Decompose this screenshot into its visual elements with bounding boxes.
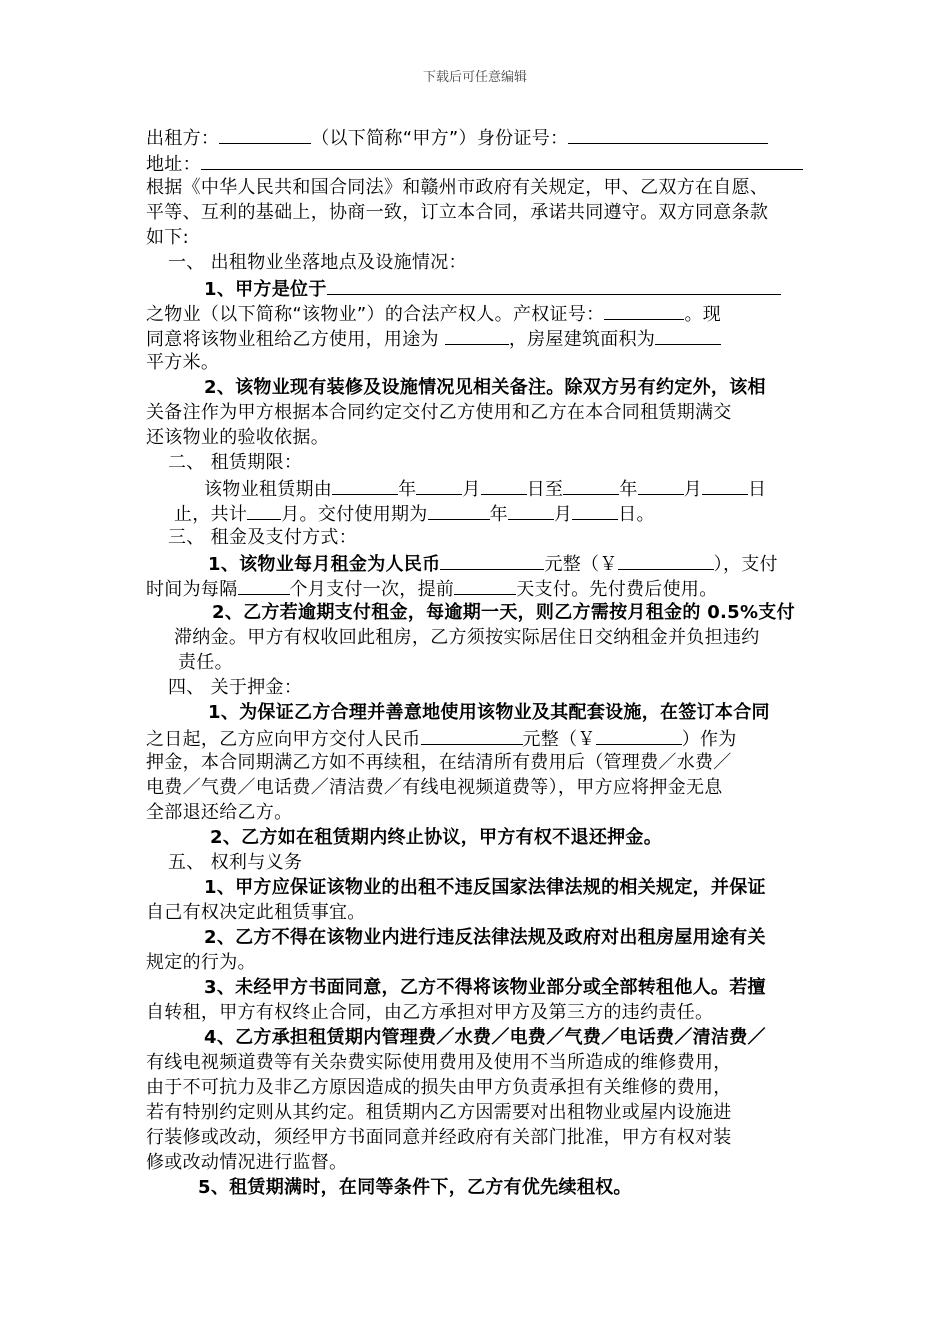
advance-days-blank[interactable] [454,575,516,595]
address-blank[interactable] [201,150,803,170]
clause-text: 年 [398,479,417,500]
total-months-blank[interactable] [247,500,281,520]
contract-body [146,125,810,1200]
delivery-month-blank[interactable] [508,500,554,520]
rent-figure-blank[interactable] [618,550,714,570]
property-cert-blank[interactable] [604,300,684,320]
clause-line: 滞纳金。甲方有权收回此租房，乙方须按实际居住日交纳租金并负担违约 [174,627,760,648]
id-number-blank[interactable] [568,124,768,144]
clause-text: 之物业（以下简称“该物业”）的合法产权人。产权证号： [146,304,605,325]
page-header-note: 下载后可任意编辑 [422,70,527,85]
clause-line [146,275,810,300]
clause-text: 1、该物业每月租金为人民币 [208,554,441,575]
address-line [146,150,810,175]
clause-text: 年 [489,504,508,525]
clause-line: 1、为保证乙方合理并善意地使用该物业及其配套设施，在签订本合同 [208,702,770,723]
end-day-blank[interactable] [702,475,748,495]
clause-line: 全部退还给乙方。 [146,802,293,823]
start-day-blank[interactable] [481,475,527,495]
clause-text: 月 [462,479,481,500]
clause-text: 个月支付一次，提前 [289,579,455,600]
landlord-name-blank[interactable] [219,124,311,144]
clause-text: 日至 [526,479,564,500]
address-label: 地址： [146,154,201,175]
section-heading-1: 一、 出租物业坐落地点及设施情况： [168,252,467,273]
clause-line: 自己有权决定此租赁事宜。 [146,902,366,923]
clause-line [146,300,810,325]
clause-text: 月 [553,504,573,525]
clause-line: 关备注作为甲方根据本合同约定交付乙方使用和乙方在本合同租赁期满交 [146,402,732,423]
clause-text: ）作为 [681,729,737,750]
clause-line: 2、乙方不得在该物业内进行违反法律法规及政府对出租房屋用途有关 [204,927,766,948]
deposit-amount-blank[interactable] [421,725,523,745]
clause-line: 行装修或改动，须经甲方书面同意并经政府有关部门批准，甲方有权对装 [146,1127,732,1148]
clause-line: 自转租，甲方有权终止合同，由乙方承担对甲方及第三方的违约责任。 [146,1002,714,1023]
clause-line: 1、甲方应保证该物业的出租不违反国家法律法规的相关规定，并保证 [204,877,766,898]
section-heading-4: 四、 关于押金： [168,677,303,698]
paragraph-line: 平等、互利的基础上，协商一致，订立本合同，承诺共同遵守。双方同意条款 [146,202,769,223]
clause-line [146,325,810,350]
clause-text: 时间为每隔 [146,579,238,600]
deposit-figure-blank[interactable] [596,725,682,745]
clause-line: 押金，本合同期满乙方如不再续租，在结清所有费用后（管理费／水费／ [146,752,732,773]
clause-text: 止，共计 [174,504,248,525]
clause-line: 还该物业的验收依据。 [146,427,329,448]
clause-text: 月 [683,479,702,500]
property-location-blank[interactable] [327,275,781,295]
clause-text: 该物业租赁期由 [204,479,333,500]
clause-line: 2、乙方若逾期支付租金，每逾期一天，则乙方需按月租金的 0.5%支付 [212,602,795,623]
clause-text: 天支付。先付费后使用。 [516,579,718,600]
clause-line: 2、该物业现有装修及设施情况见相关备注。除双方另有约定外，该相 [204,377,766,398]
delivery-day-blank[interactable] [572,500,618,520]
clause-line: 4、乙方承担租赁期内管理费／水费／电费／气费／电话费／清洁费／ [204,1027,766,1048]
clause-line: 规定的行为。 [146,952,256,973]
section-heading-5: 五、 权利与义务 [168,852,303,873]
clause-line: 3、未经甲方书面同意，乙方不得将该物业部分或全部转租他人。若擅 [204,977,766,998]
clause-text: 之日起，乙方应向甲方交付人民币 [146,729,421,750]
clause-line: 5、租赁期满时，在同等条件下，乙方有优先续租权。 [198,1177,632,1198]
clause-line: 由于不可抗力及非乙方原因造成的损失由甲方负责承担有关维修的费用， [146,1077,732,1098]
clause-text: 1、甲方是位于 [204,279,327,300]
start-year-blank[interactable] [332,475,398,495]
rent-line [146,550,810,575]
pay-interval-blank[interactable] [238,575,290,595]
clause-line: 电费／气费／电话费／清洁费／有线电视频道费等），甲方应将押金无息 [146,777,723,798]
clause-text: ，房屋建筑面积为 [508,329,656,350]
end-month-blank[interactable] [638,475,684,495]
lease-term-line [146,500,810,525]
clause-text: 月。交付使用期为 [281,504,428,525]
end-year-blank[interactable] [563,475,619,495]
section-heading-3: 三、 租金及支付方式： [168,527,358,548]
area-blank[interactable] [655,325,721,345]
monthly-rent-blank[interactable] [440,550,544,570]
clause-text: 。现 [684,304,722,325]
start-month-blank[interactable] [416,475,462,495]
clause-line: 修或改动情况进行监督。 [146,1152,348,1173]
deposit-line [146,725,810,750]
usage-blank[interactable] [445,325,509,345]
landlord-line [146,124,810,149]
paragraph-line: 根据《中华人民共和国合同法》和赣州市政府有关规定，甲、乙双方在自愿、 [146,177,769,198]
id-number-label: （以下简称“甲方”）身份证号： [311,128,569,149]
rent-line [146,575,810,600]
clause-line: 2、乙方如在租赁期内终止协议，甲方有权不退还押金。 [210,827,663,848]
clause-text: 元整（￥ [522,729,596,750]
lease-term-line [146,475,810,500]
clause-text: 日。 [618,504,655,525]
clause-text: 同意将该物业租给乙方使用，用途为 [146,329,439,350]
clause-text: 年 [619,479,638,500]
clause-text: ），支付 [713,554,778,575]
section-heading-2: 二、 租赁期限： [168,452,303,473]
clause-line: 若有特别约定则从其约定。租赁期内乙方因需要对出租物业或屋内设施进 [146,1102,732,1123]
landlord-label: 出租方： [146,128,220,149]
paragraph-line: 如下: [146,227,189,248]
clause-line: 有线电视频道费等有关杂费实际使用费用及使用不当所造成的维修费用， [146,1052,732,1073]
clause-text: 元整（￥ [544,554,618,575]
clause-text: 日 [747,479,767,500]
clause-line: 责任。 [178,652,233,673]
delivery-year-blank[interactable] [428,500,490,520]
clause-line: 平方米。 [146,352,220,373]
